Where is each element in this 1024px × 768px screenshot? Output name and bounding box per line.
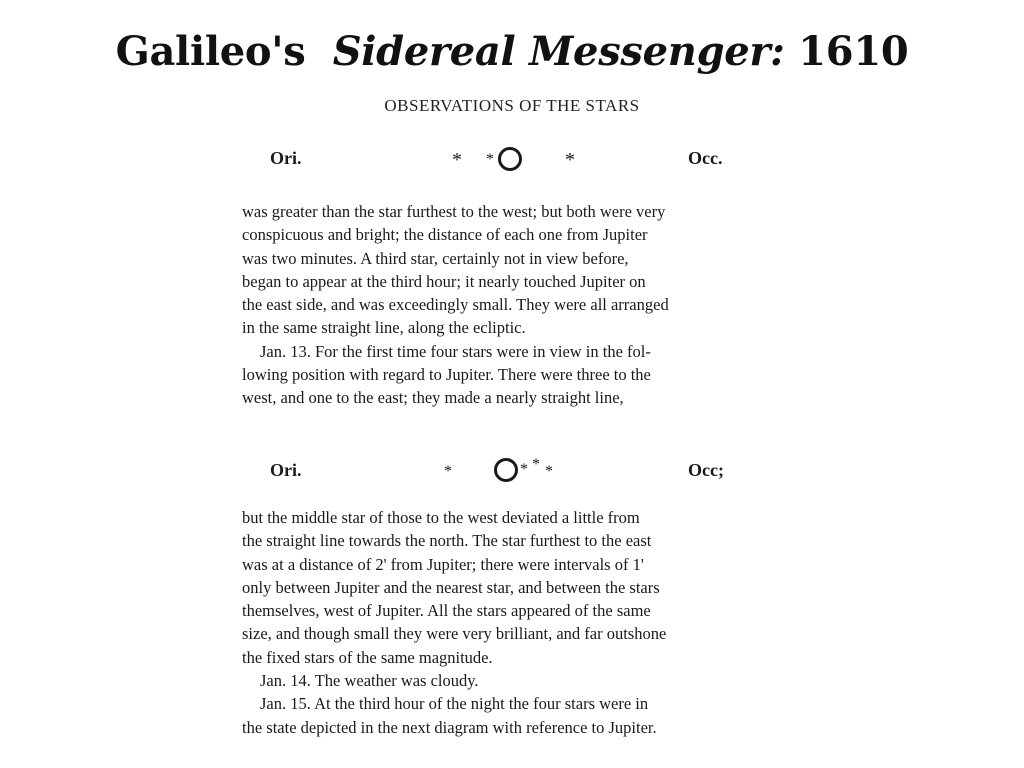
title-prefix: Galileo's [115,28,306,75]
paragraph-jan13-continued [242,506,772,739]
paragraph-jan12-continued [242,200,772,410]
text-line: only between Jupiter and the nearest star, and between the stars [242,577,660,597]
slide-title [0,26,1024,78]
text-line: themselves, west of Jupiter. All the stars appeared of the same [242,601,651,621]
page-heading: OBSERVATIONS OF THE STARS [384,96,640,115]
diagram-label-west: Occ. [688,148,723,168]
diagram-label-east: Ori. [270,460,302,480]
text-line: lowing position with regard to Jupiter. There were three to the [242,365,651,385]
text-line: conspicuous and bright; the distance of each one from Jupiter [242,225,648,245]
text-line: Jan. 13. For the first time four stars were in view in the fol- [260,341,651,361]
scanned-page [232,92,792,760]
text-line: Jan. 15. At the third hour of the night the four stars were in [260,694,649,714]
star-icon: * [545,463,553,480]
star-icon: * [452,149,462,171]
text-line: west, and one to the east; they made a nearly straight line, [242,388,624,408]
jupiter-icon [498,147,522,171]
text-line: was greater than the star furthest to the west; but both were very [242,202,666,221]
star-icon: * [520,461,528,478]
star-icon: * [565,149,575,171]
text-line: the fixed stars of the same magnitude. [242,647,493,667]
text-line: in the same straight line, along the ecliptic. [242,318,526,338]
diagram-label-east: Ori. [270,148,302,168]
jupiter-icon [494,458,518,482]
title-book-name: Sidereal Messenger: [332,28,785,75]
text-line: Jan. 14. The weather was cloudy. [260,671,479,691]
star-icon: * [486,151,494,168]
text-line: size, and though small they were very brilliant, and far outshone [242,624,667,644]
text-line: began to appear at the third hour; it nearly touched Jupiter on [242,271,646,291]
observation-diagram-2 [232,452,792,492]
text-line: but the middle star of those to the west deviated a little from [242,508,640,527]
text-line: was two minutes. A third star, certainly not in view before, [242,248,629,268]
text-line: the straight line towards the north. The star furthest to the east [242,531,652,551]
star-icon: * [444,463,452,480]
title-year: 1610 [798,28,909,75]
observation-diagram-1 [232,140,792,180]
text-line: the state depicted in the next diagram with reference to Jupiter. [242,717,657,737]
text-line: the east side, and was exceedingly small. They were all arranged [242,295,669,315]
diagram-label-west: Occ; [688,460,724,480]
star-icon: * [532,456,540,473]
text-line: was at a distance of 2' from Jupiter; there were intervals of 1' [242,554,644,574]
